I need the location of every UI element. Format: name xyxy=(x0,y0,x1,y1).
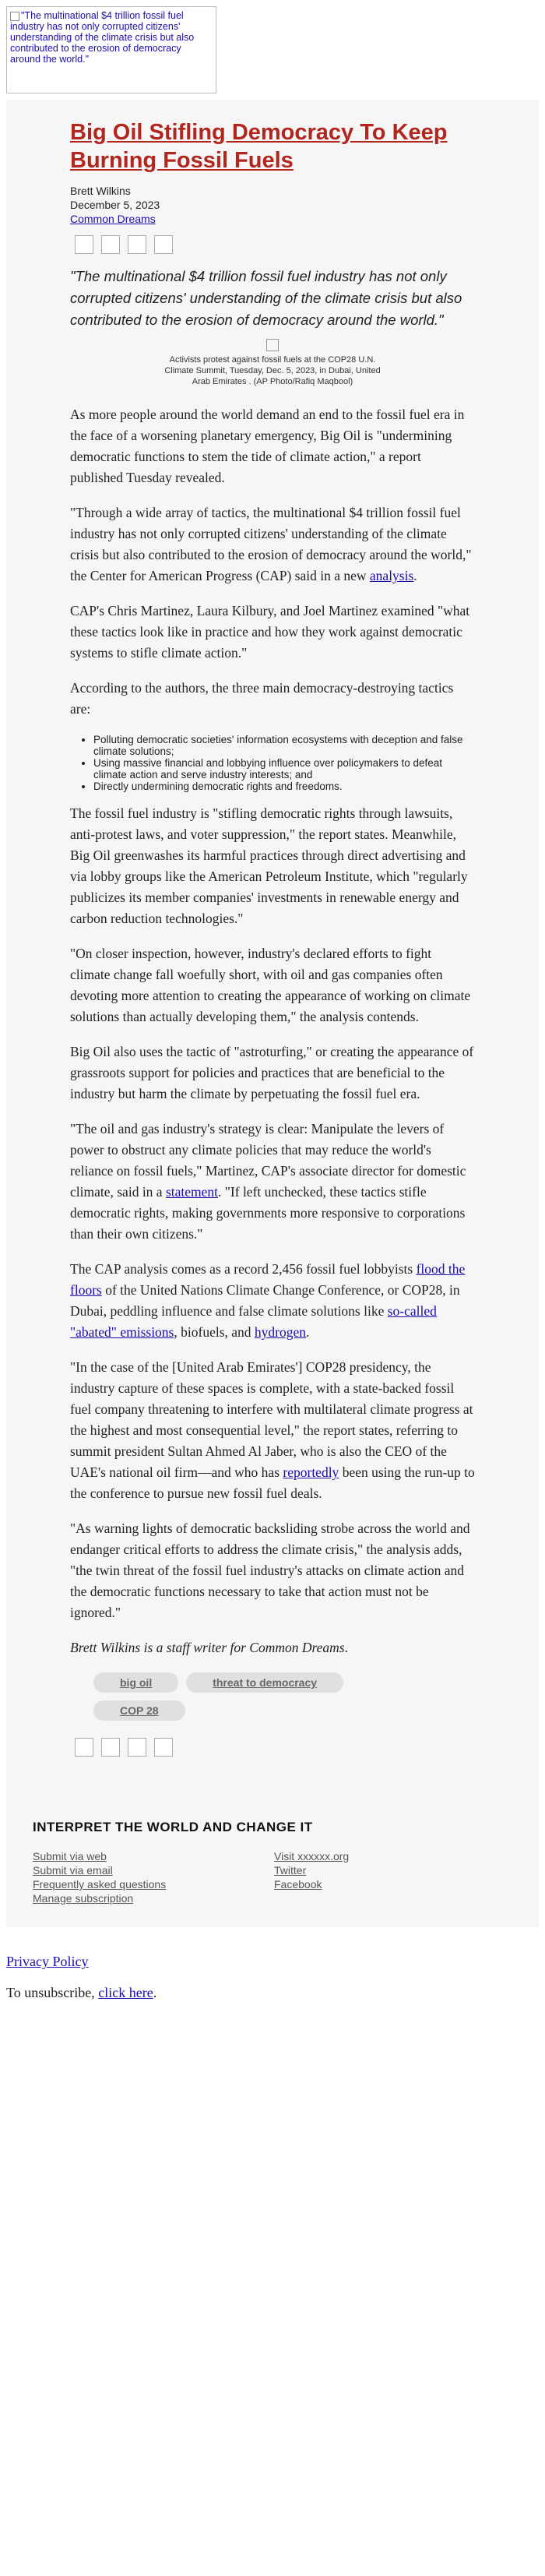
paragraph: "In the case of the [United Arab Emirates'] COP28 presidency, the industry capture of these spaces is complete, with a state-backed fossil fuel company threatening to interfere with multilateral climate progress at the highest and most consequential level," the report states, referring to summit president Sultan Ahmed Al Jaber, who is also the CEO of the UAE's national oil firm—and who has reportedly been using the run-up to the conference to pursue new fossil fuel deals. xyxy=(70,1359,475,1501)
paragraph: According to the authors, the three main democracy-destroying tactics are: xyxy=(70,680,454,717)
paragraph: The CAP analysis comes as a record 2,456 fossil fuel lobbyists flood the floors of the United Nations Climate Change Conference, or COP28, in Dubai, peddling influence and false climate solutions like so-called "abated" emissions, biofuels, and hydrogen. xyxy=(70,1261,466,1340)
share-icon-3[interactable] xyxy=(128,235,146,254)
facebook-link[interactable]: Facebook xyxy=(274,1878,322,1891)
abated-emissions-link[interactable]: so-called "abated" emissions xyxy=(70,1303,437,1340)
visit-site-link[interactable]: Visit xxxxxx.org xyxy=(274,1850,350,1862)
author: Brett Wilkins xyxy=(70,185,131,197)
share-icon-3[interactable] xyxy=(128,1738,146,1757)
tag-cop28[interactable]: COP 28 xyxy=(93,1700,185,1721)
bottom-area xyxy=(0,1933,545,2030)
date: December 5, 2023 xyxy=(70,199,160,211)
source-link[interactable]: Common Dreams xyxy=(70,213,156,225)
header-image[interactable] xyxy=(6,6,216,93)
paragraph: The fossil fuel industry is "stifling democratic rights through lawsuits, anti-protest laws, and voter suppression," the report states. Meanwhile, Big Oil greenwashes its harmful practices through direct advertising and via lobby groups like the American Petroleum Institute, which "regularly publicizes its member companies' investments in renewable energy and carbon reduction technologies." xyxy=(70,805,468,926)
broken-image-icon xyxy=(10,12,19,21)
share-icon-2[interactable] xyxy=(101,235,120,254)
broken-image-icon xyxy=(266,339,279,351)
submit-web-link[interactable]: Submit via web xyxy=(33,1850,107,1862)
article-body xyxy=(70,404,475,1658)
hydrogen-link[interactable]: hydrogen xyxy=(254,1324,307,1340)
photo xyxy=(160,339,385,387)
reportedly-link[interactable]: reportedly xyxy=(283,1464,339,1480)
list-item: • Polluting democratic societies' information ecosystems with deception and false climate solutions; xyxy=(93,734,475,757)
photo-caption: Activists protest against fossil fuels at the COP28 U.N. Climate Summit, Tuesday, Dec. 5, 2023, in Dubai, United Arab Emirates . (AP Photo/Rafiq Maqbool) xyxy=(164,355,381,386)
paragraph: "On closer inspection, however, industry's declared efforts to fight climate change fall woefully short, with oil and gas companies often devoting more attention to creating the appearance of working on climate solutions than actually developing them," the analysis contends. xyxy=(70,946,471,1024)
statement-link[interactable]: statement xyxy=(165,1184,219,1200)
header-image-alt: "The multinational $4 trillion fossil fuel industry has not only corrupted citizens' understanding of the climate crisis but also contributed to the erosion of democracy around the world." xyxy=(10,10,195,65)
share-icon-4[interactable] xyxy=(154,235,173,254)
faq-link[interactable]: Frequently asked questions xyxy=(33,1878,167,1891)
twitter-link[interactable]: Twitter xyxy=(274,1864,307,1876)
flood-the-floors-link[interactable]: flood the floors xyxy=(70,1261,466,1298)
unsubscribe-line: To unsubscribe, click here. xyxy=(6,1985,157,2000)
share-icon-2[interactable] xyxy=(101,1738,120,1757)
newsletter-container xyxy=(6,100,539,1927)
tactics-list xyxy=(70,734,475,792)
unsubscribe-link[interactable]: click here xyxy=(98,1985,153,2000)
tag-threat-to-democracy[interactable]: threat to democracy xyxy=(186,1672,343,1693)
footer-heading: INTERPRET THE WORLD AND CHANGE IT xyxy=(33,1820,313,1834)
lede: "The multinational $4 trillion fossil fuel industry has not only corrupted citizens' understanding of the climate crisis but also contributed to the erosion of democracy around the world." xyxy=(70,268,462,328)
list-item: • Using massive financial and lobbying influence over policymakers to defeat climate action and serve industry interests; and xyxy=(93,757,475,781)
share-icon-1[interactable] xyxy=(75,235,93,254)
list-item: • Directly undermining democratic rights and freedoms. xyxy=(93,781,475,792)
privacy-policy-link[interactable]: Privacy Policy xyxy=(6,1954,89,1969)
share-bar-bottom xyxy=(75,1738,475,1760)
submit-email-link[interactable]: Submit via email xyxy=(33,1864,113,1876)
analysis-link[interactable]: analysis xyxy=(369,568,414,583)
paragraph: "The oil and gas industry's strategy is clear: Manipulate the levers of power to obstruct any climate policies that may reduce the world's reliance on fossil fuels," Martinez, CAP's associate director for domestic climate, said in a statement. "If left unchecked, these tactics stifle democratic rights, making governments more responsive to corporations than their own citizens." xyxy=(70,1121,466,1242)
footer xyxy=(6,1781,539,1913)
article-title[interactable]: Big Oil Stifling Democracy To Keep Burning Fossil Fuels xyxy=(70,120,448,173)
paragraph: "Through a wide array of tactics, the multinational $4 trillion fossil fuel industry has not only corrupted citizens' understanding of the climate crisis but also contributed to the erosion of democracy around the world," the Center for American Progress (CAP) said in a new analysis. xyxy=(70,505,472,583)
paragraph: As more people around the world demand an end to the fossil fuel era in the face of a worsening planetary emergency, Big Oil is "undermining democratic functions to stem the tide of climate action," a report published Tuesday revealed. xyxy=(70,407,465,485)
paragraph: Big Oil also uses the tactic of "astroturfing," or creating the appearance of grassroots support for policies and practices that are beneficial to the industry but harm the climate by perpetuating the fossil fuel era. xyxy=(70,1044,474,1101)
share-icon-1[interactable] xyxy=(75,1738,93,1757)
tag-big-oil[interactable]: big oil xyxy=(93,1672,178,1693)
byline: Brett Wilkins is a staff writer for Common Dreams. xyxy=(70,1640,348,1655)
tags xyxy=(93,1672,475,1728)
footer-left-links xyxy=(33,1849,274,1905)
manage-subscription-link[interactable]: Manage subscription xyxy=(33,1892,134,1905)
footer-right-links xyxy=(274,1849,515,1905)
share-icon-4[interactable] xyxy=(154,1738,173,1757)
share-bar xyxy=(75,235,475,258)
article-meta xyxy=(70,184,475,226)
article xyxy=(54,106,490,1781)
paragraph: CAP's Chris Martinez, Laura Kilbury, and Joel Martinez examined "what these tactics look like in practice and how they work against democratic systems to stifle climate action." xyxy=(70,603,470,661)
paragraph: "As warning lights of democratic backsliding strobe across the world and endanger critical efforts to address the climate crisis," the analysis adds, "the twin threat of the fossil fuel industry's attacks on climate action and the democratic functions necessary to take that action must not be ignored." xyxy=(70,1521,470,1620)
